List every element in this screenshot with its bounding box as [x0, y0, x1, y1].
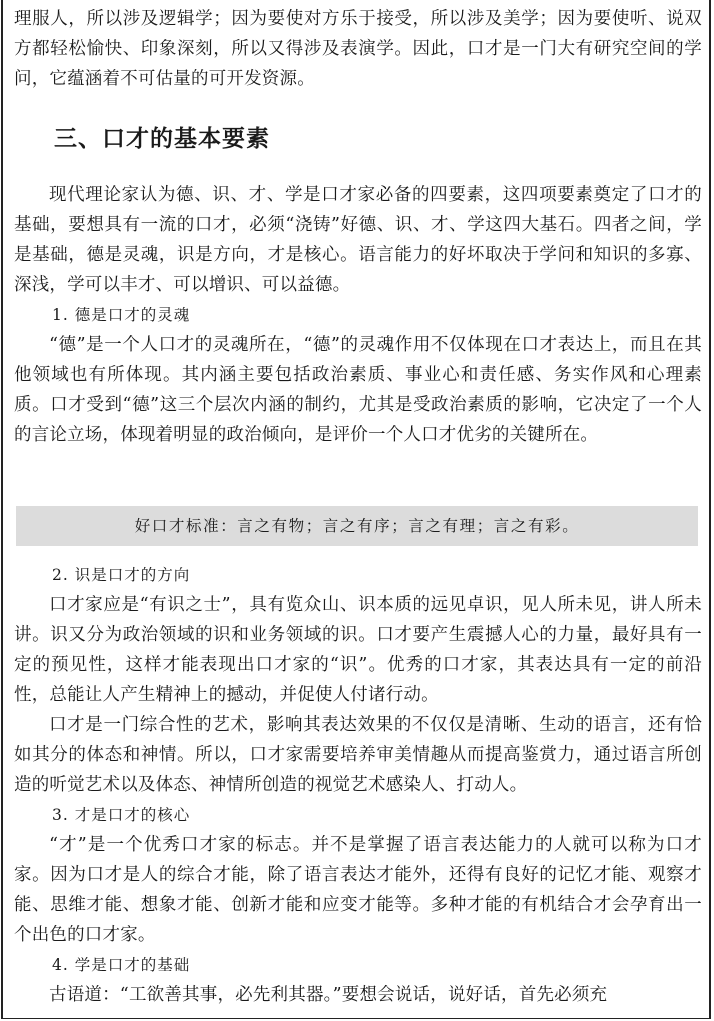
paragraph-virtue: “德”是一个人口才的灵魂所在，“德”的灵魂作用不仅体现在口才表达上，而且在其他领域也有所体现。其内涵主要包括政治素质、事业心和责任感、务实作风和心理素质。口才受到“德”这三个层次内涵的制约，尤其是受政治素质的影响，它决定了一个人的言论立场，体现着明显的政治倾向，是评价一个人口才优劣的关键所在。: [14, 335, 702, 445]
paragraph-intro-tail: 理服人，所以涉及逻辑学；因为要使对方乐于接受，所以涉及美学；因为要使听、说双方都轻松愉快、印象深刻，所以又得涉及表演学。因此，口才是一门大有研究空间的学问，它蕴涵着不可估量的可开发资源。: [14, 9, 702, 89]
callout-text: 好口才标准：言之有物；言之有序；言之有理；言之有彩。: [134, 517, 580, 535]
subheading-talent: 3. 才是口才的核心: [52, 806, 191, 824]
paragraph-four-elements: 现代理论家认为德、识、才、学是口才家必备的四要素，这四项要素奠定了口才的基础，要想具有一流的口才，必须“浇铸”好德、识、才、学这四大基石。四者之间，学是基础，德是灵魂，识是方向，才是核心。语言能力的好坏取决于学问和知识的多寡、深浅，学可以丰才、可以增识、可以益德。: [14, 185, 702, 295]
callout-box: [16, 506, 698, 546]
paragraph-learning-start: 古语道：“工欲善其事，必先利其器。”要想会说话，说好话，首先必须充: [49, 985, 608, 1005]
paragraph-talent: “才”是一个优秀口才家的标志。并不是掌握了语言表达能力的人就可以称为口才家。因为口才是人的综合才能，除了语言表达才能外，还得有良好的记忆才能、观察才能、思维才能、想象才能、创新才能和应变才能等。多种才能的有机结合才会孕育出一个出色的口才家。: [14, 835, 702, 945]
section-heading: 三、口才的基本要素: [54, 126, 270, 152]
subheading-virtue: 1. 德是口才的灵魂: [52, 306, 191, 324]
paragraph-insight-1: 口才家应是“有识之士”，具有览众山、识本质的远见卓识，见人所未见，讲人所未讲。识又分为政治领域的识和业务领域的识。口才要产生震撼人心的力量，最好具有一定的预见性，这样才能表现出口才家的“识”。优秀的口才家，其表达具有一定的前沿性，总能让人产生精神上的撼动，并促使人付诸行动。: [14, 595, 702, 705]
page-content: [14, 0, 702, 1010]
subheading-learning: 4. 学是口才的基础: [52, 956, 191, 974]
subheading-insight: 2. 识是口才的方向: [52, 566, 191, 584]
paragraph-insight-2: 口才是一门综合性的艺术，影响其表达效果的不仅仅是清晰、生动的语言，还有恰如其分的体态和神情。所以，口才家需要培养审美情趣从而提高鉴赏力，通过语言所创造的听觉艺术以及体态、神情所创造的视觉艺术感染人、打动人。: [14, 715, 702, 795]
